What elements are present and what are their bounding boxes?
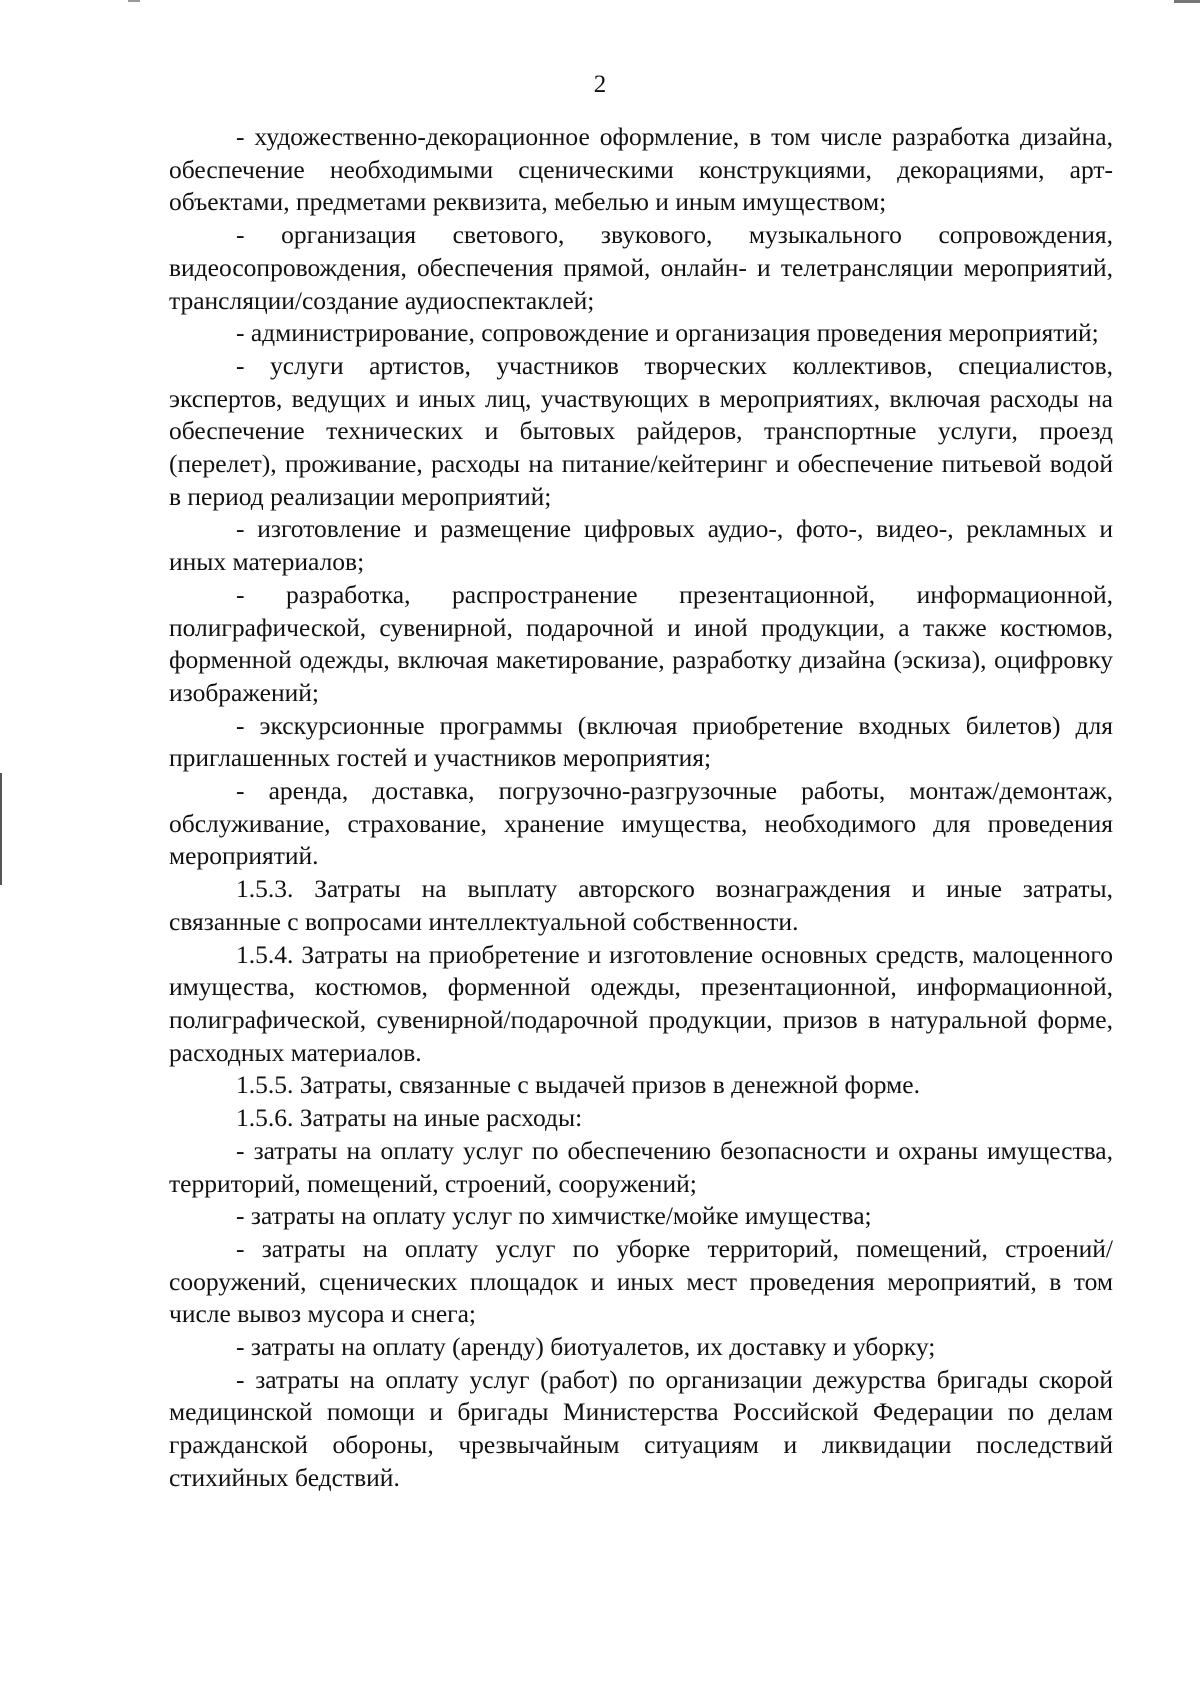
- section-paragraph: 1.5.5. Затраты, связанные с выдачей призов в денежной форме.: [236, 1070, 920, 1100]
- paragraph: - организация светового, звукового, музыкального сопровождения, видеосопровождения, обеспечения прямой, онлайн- и телетрансляции мероприятий, трансляции/создание аудиоспектаклей;: [169, 220, 1113, 315]
- section-paragraph: 1.5.6. Затраты на иные расходы:: [236, 1103, 583, 1133]
- paragraph: - затраты на оплату услуг по уборке территорий, помещений, строений/сооружений, сценических площадок и иных мест проведения мероприятий, в том числе вывоз мусора и снега;: [169, 1233, 1113, 1329]
- paragraph: - услуги артистов, участников творческих коллективов, специалистов, экспертов, ведущих и иных лиц, участвующих в мероприятиях, включая расходы на обеспечение технических и бытовых райдеров, транспортные услуги, проезд (перелет), проживание, расходы на питание/кейтеринг и обеспечение питьевой водой в период реализации мероприятий;: [169, 350, 1113, 511]
- paragraph: - администрирование, сопровождение и организация проведения мероприятий;: [236, 318, 1099, 348]
- scan-artifact: [0, 773, 2, 885]
- paragraph: - затраты на оплату (аренду) биотуалетов, их доставку и уборку;: [236, 1332, 936, 1362]
- scan-artifact: [128, 0, 140, 2]
- paragraph: - разработка, распространение презентационной, информационной, полиграфической, сувенирной, подарочной и иной продукции, а также костюмов, форменной одежды, включая макетирование, разработку дизайна (эскиза), оцифровку изображений;: [169, 579, 1113, 707]
- section-paragraph: 1.5.4. Затраты на приобретение и изготовление основных средств, малоценного имущества, костюмов, форменной одежды, презентационной, информационной, полиграфической, сувенирной/подарочной продукции, призов в натуральной форме, расходных материалов.: [169, 939, 1113, 1067]
- scan-artifact: [1174, 0, 1200, 3]
- paragraph: - затраты на оплату услуг по химчистке/мойке имущества;: [236, 1201, 872, 1231]
- paragraph: - изготовление и размещение цифровых аудио-, фото-, видео-, рекламных и иных материалов;: [169, 514, 1113, 577]
- document-body: [169, 121, 1113, 1495]
- paragraph: - экскурсионные программы (включая приобретение входных билетов) для приглашенных гостей и участников мероприятия;: [169, 710, 1113, 773]
- page-number: 2: [593, 71, 607, 98]
- paragraph: - художественно-декорационное оформление, в том числе разработка дизайна, обеспечение необходимыми сценическими конструкциями, декорациями, арт-объектами, предметами реквизита, мебелью и иным имуществом;: [169, 122, 1113, 217]
- paragraph: - затраты на оплату услуг по обеспечению безопасности и охраны имущества, территорий, помещений, строений, сооружений;: [169, 1135, 1113, 1198]
- section-paragraph: 1.5.3. Затраты на выплату авторского вознаграждения и иные затраты, связанные с вопросами интеллектуальной собственности.: [169, 874, 1113, 936]
- paragraph: - аренда, доставка, погрузочно-разгрузочные работы, монтаж/демонтаж, обслуживание, страхование, хранение имущества, необходимого для проведения мероприятий.: [169, 776, 1113, 871]
- paragraph: - затраты на оплату услуг (работ) по организации дежурства бригады скорой медицинской помощи и бригады Министерства Российской Федерации по делам гражданской обороны, чрезвычайным ситуациям и ликвидации последствий стихийных бедствий.: [169, 1364, 1113, 1492]
